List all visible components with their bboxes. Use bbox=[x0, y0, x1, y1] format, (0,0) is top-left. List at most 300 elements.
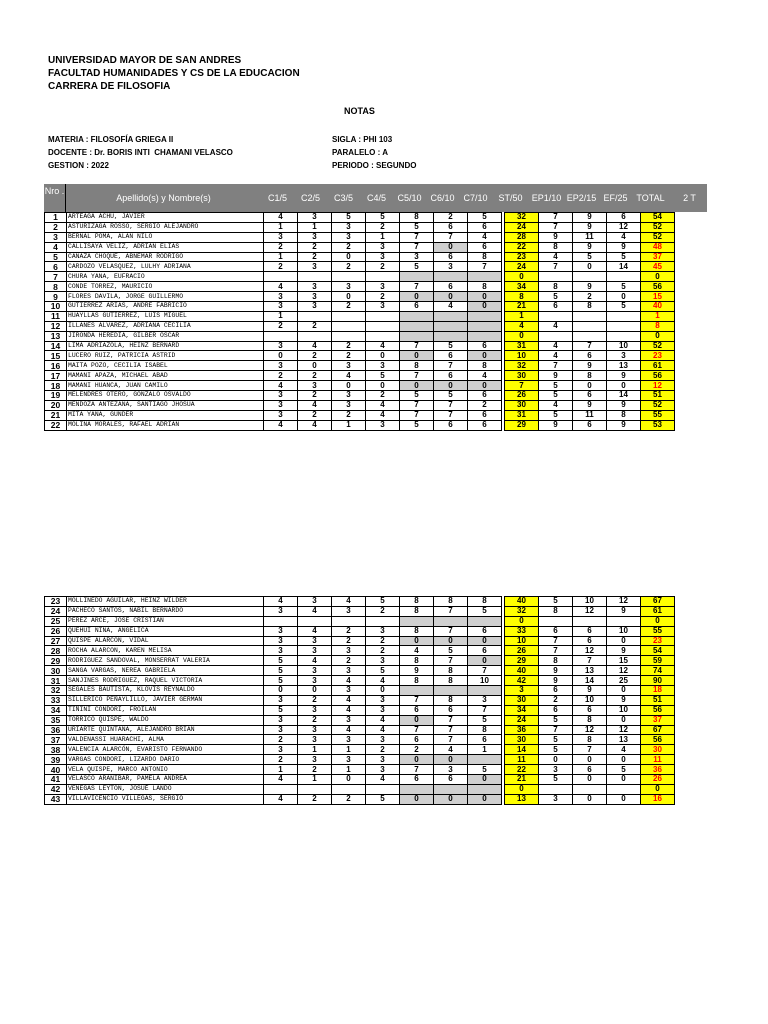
exam-cell: 6 bbox=[573, 626, 607, 636]
score-cell: 2 bbox=[298, 794, 332, 804]
score-cell: 1 bbox=[468, 745, 502, 755]
table-row bbox=[45, 695, 675, 705]
subtotal-cell: 28 bbox=[505, 232, 539, 242]
score-cell: 3 bbox=[264, 400, 298, 410]
score-cell: 2 bbox=[332, 794, 366, 804]
table-row bbox=[45, 676, 675, 686]
score-cell: 3 bbox=[264, 410, 298, 420]
score-cell: 0 bbox=[434, 794, 468, 804]
table-row bbox=[45, 371, 675, 381]
score-cell bbox=[366, 311, 400, 321]
subtotal-cell: 32 bbox=[505, 213, 539, 223]
score-cell: 3 bbox=[298, 725, 332, 735]
total-cell: 23 bbox=[641, 351, 675, 361]
score-cell: 0 bbox=[434, 242, 468, 252]
score-cell bbox=[468, 331, 502, 341]
exam-cell: 5 bbox=[539, 715, 573, 725]
score-cell: 7 bbox=[400, 695, 434, 705]
subtotal-cell: 32 bbox=[505, 606, 539, 616]
page-title: NOTAS bbox=[344, 106, 375, 116]
score-cell: 6 bbox=[400, 705, 434, 715]
row-number: 22 bbox=[45, 420, 67, 430]
score-cell: 4 bbox=[264, 282, 298, 292]
exam-cell bbox=[573, 321, 607, 331]
score-cell: 0 bbox=[468, 636, 502, 646]
score-cell bbox=[366, 272, 400, 282]
score-cell: 2 bbox=[366, 262, 400, 272]
score-cell: 1 bbox=[298, 745, 332, 755]
exam-cell: 6 bbox=[539, 705, 573, 715]
exam-cell bbox=[539, 311, 573, 321]
score-cell: 2 bbox=[298, 715, 332, 725]
score-cell: 7 bbox=[434, 361, 468, 371]
student-name: MOLLINEDO AGUILAR, HEINZ WILDER bbox=[67, 597, 264, 607]
exam-cell: 5 bbox=[607, 282, 641, 292]
total-cell: 55 bbox=[641, 410, 675, 420]
score-cell: 3 bbox=[366, 252, 400, 262]
score-cell: 3 bbox=[366, 755, 400, 765]
table-row bbox=[45, 666, 675, 676]
score-cell: 3 bbox=[366, 302, 400, 312]
exam-cell: 12 bbox=[607, 597, 641, 607]
score-cell: 6 bbox=[434, 252, 468, 262]
subtotal-cell: 10 bbox=[505, 636, 539, 646]
score-cell: 0 bbox=[366, 686, 400, 696]
score-cell: 6 bbox=[400, 775, 434, 785]
total-cell: 52 bbox=[641, 341, 675, 351]
table-row bbox=[45, 232, 675, 242]
exam-cell bbox=[573, 784, 607, 794]
total-cell: 37 bbox=[641, 715, 675, 725]
total-cell: 0 bbox=[641, 616, 675, 626]
total-cell: 36 bbox=[641, 765, 675, 775]
exam-cell: 0 bbox=[607, 381, 641, 391]
row-number: 40 bbox=[45, 765, 67, 775]
score-cell: 0 bbox=[264, 686, 298, 696]
subtotal-cell: 23 bbox=[505, 252, 539, 262]
score-cell: 3 bbox=[298, 381, 332, 391]
exam-cell: 6 bbox=[573, 765, 607, 775]
score-cell: 3 bbox=[298, 676, 332, 686]
score-cell: 5 bbox=[366, 597, 400, 607]
score-cell: 3 bbox=[298, 302, 332, 312]
exam-cell: 4 bbox=[607, 745, 641, 755]
score-cell: 6 bbox=[468, 646, 502, 656]
exam-cell: 12 bbox=[607, 725, 641, 735]
docente-label: DOCENTE : Dr. BORIS INTI CHAMANI VELASCO bbox=[48, 148, 233, 157]
score-cell: 7 bbox=[434, 410, 468, 420]
row-number: 12 bbox=[45, 321, 67, 331]
score-cell bbox=[298, 616, 332, 626]
score-cell: 4 bbox=[468, 371, 502, 381]
exam-cell: 7 bbox=[539, 361, 573, 371]
score-cell: 4 bbox=[332, 695, 366, 705]
score-cell: 2 bbox=[264, 242, 298, 252]
score-cell: 5 bbox=[400, 222, 434, 232]
column-header: C2/5 bbox=[300, 193, 320, 203]
student-name: TORRICO QUISPE, WALDO bbox=[67, 715, 264, 725]
score-cell: 3 bbox=[264, 391, 298, 401]
exam-cell: 9 bbox=[539, 420, 573, 430]
score-cell: 8 bbox=[468, 252, 502, 262]
score-cell: 4 bbox=[298, 400, 332, 410]
student-name: LIMA ADRIAZOLA, HEINZ BERNARD bbox=[67, 341, 264, 351]
table-row bbox=[45, 725, 675, 735]
score-cell bbox=[468, 311, 502, 321]
score-cell: 3 bbox=[400, 252, 434, 262]
periodo-label: PERIODO : SEGUNDO bbox=[332, 161, 417, 170]
score-cell: 2 bbox=[298, 371, 332, 381]
score-cell: 10 bbox=[468, 676, 502, 686]
total-cell: 8 bbox=[641, 321, 675, 331]
row-number: 32 bbox=[45, 686, 67, 696]
score-cell: 3 bbox=[332, 222, 366, 232]
student-name: MOLINA MORALES, RAFAEL ADRIAN bbox=[67, 420, 264, 430]
score-cell: 3 bbox=[298, 597, 332, 607]
score-cell: 5 bbox=[400, 262, 434, 272]
row-number: 9 bbox=[45, 292, 67, 302]
exam-cell: 7 bbox=[539, 213, 573, 223]
exam-cell: 10 bbox=[607, 705, 641, 715]
table-row bbox=[45, 272, 675, 282]
subtotal-cell: 40 bbox=[505, 666, 539, 676]
score-cell bbox=[366, 321, 400, 331]
exam-cell bbox=[607, 321, 641, 331]
score-cell: 4 bbox=[264, 381, 298, 391]
exam-cell: 4 bbox=[607, 232, 641, 242]
score-cell: 2 bbox=[468, 400, 502, 410]
exam-cell: 0 bbox=[539, 755, 573, 765]
score-cell bbox=[298, 272, 332, 282]
exam-cell: 9 bbox=[539, 666, 573, 676]
score-cell bbox=[400, 686, 434, 696]
score-cell: 3 bbox=[332, 646, 366, 656]
total-cell: 90 bbox=[641, 676, 675, 686]
row-number: 16 bbox=[45, 361, 67, 371]
score-cell bbox=[366, 616, 400, 626]
score-cell: 4 bbox=[264, 794, 298, 804]
score-cell: 2 bbox=[298, 242, 332, 252]
exam-cell: 8 bbox=[573, 371, 607, 381]
row-number: 29 bbox=[45, 656, 67, 666]
score-cell bbox=[264, 272, 298, 282]
score-cell: 3 bbox=[264, 636, 298, 646]
score-cell bbox=[332, 331, 366, 341]
exam-cell: 6 bbox=[573, 420, 607, 430]
student-name: MENDOZA ANTEZANA, SANTIAGO JHOSUA bbox=[67, 400, 264, 410]
exam-cell bbox=[539, 272, 573, 282]
score-cell: 3 bbox=[366, 656, 400, 666]
score-cell: 7 bbox=[400, 232, 434, 242]
sigla-label: SIGLA : PHI 103 bbox=[332, 135, 393, 144]
score-cell: 5 bbox=[468, 213, 502, 223]
score-cell: 3 bbox=[332, 755, 366, 765]
score-cell: 8 bbox=[468, 282, 502, 292]
score-cell: 4 bbox=[434, 302, 468, 312]
score-cell: 3 bbox=[298, 213, 332, 223]
table-row bbox=[45, 321, 675, 331]
score-cell: 8 bbox=[434, 597, 468, 607]
exam-cell: 5 bbox=[539, 735, 573, 745]
score-cell: 0 bbox=[468, 794, 502, 804]
subtotal-cell: 13 bbox=[505, 794, 539, 804]
row-number: 15 bbox=[45, 351, 67, 361]
student-name: SILLERICO PEÑAYLILLO, JAVIER GERMAN bbox=[67, 695, 264, 705]
score-cell: 7 bbox=[400, 371, 434, 381]
table-row bbox=[45, 735, 675, 745]
score-cell: 2 bbox=[298, 695, 332, 705]
row-number: 5 bbox=[45, 252, 67, 262]
score-cell: 7 bbox=[434, 626, 468, 636]
score-cell bbox=[468, 272, 502, 282]
score-cell: 8 bbox=[400, 676, 434, 686]
score-cell: 8 bbox=[434, 676, 468, 686]
subtotal-cell: 26 bbox=[505, 646, 539, 656]
score-cell: 1 bbox=[264, 222, 298, 232]
score-cell: 6 bbox=[468, 420, 502, 430]
table-row bbox=[45, 597, 675, 607]
score-cell: 3 bbox=[366, 765, 400, 775]
score-cell bbox=[332, 311, 366, 321]
score-cell bbox=[434, 311, 468, 321]
score-cell bbox=[400, 331, 434, 341]
score-cell: 0 bbox=[400, 381, 434, 391]
score-cell: 0 bbox=[366, 351, 400, 361]
subtotal-cell: 8 bbox=[505, 292, 539, 302]
score-cell: 3 bbox=[366, 626, 400, 636]
score-cell: 0 bbox=[468, 656, 502, 666]
student-name: CALLISAYA VELIZ, ADRIAN ELIAS bbox=[67, 242, 264, 252]
score-cell: 1 bbox=[298, 222, 332, 232]
exam-cell bbox=[607, 272, 641, 282]
table-row bbox=[45, 410, 675, 420]
score-cell bbox=[434, 272, 468, 282]
score-cell: 2 bbox=[298, 391, 332, 401]
score-cell: 6 bbox=[400, 735, 434, 745]
row-number: 27 bbox=[45, 636, 67, 646]
exam-cell: 0 bbox=[607, 686, 641, 696]
score-cell: 5 bbox=[366, 213, 400, 223]
exam-cell: 0 bbox=[573, 794, 607, 804]
exam-cell: 13 bbox=[573, 666, 607, 676]
career-name: CARRERA DE FILOSOFIA bbox=[48, 81, 171, 92]
exam-cell: 5 bbox=[607, 302, 641, 312]
exam-cell bbox=[573, 311, 607, 321]
exam-cell: 0 bbox=[607, 794, 641, 804]
total-cell: 52 bbox=[641, 232, 675, 242]
score-cell: 4 bbox=[366, 715, 400, 725]
row-number: 23 bbox=[45, 597, 67, 607]
table-row bbox=[45, 616, 675, 626]
table-row bbox=[45, 420, 675, 430]
exam-cell: 9 bbox=[607, 371, 641, 381]
exam-cell: 9 bbox=[573, 400, 607, 410]
table-row bbox=[45, 292, 675, 302]
score-cell: 3 bbox=[332, 686, 366, 696]
total-cell: 12 bbox=[641, 381, 675, 391]
exam-cell: 9 bbox=[607, 646, 641, 656]
score-cell bbox=[366, 784, 400, 794]
exam-cell bbox=[539, 616, 573, 626]
exam-cell: 0 bbox=[573, 775, 607, 785]
subtotal-cell: 30 bbox=[505, 735, 539, 745]
table-row bbox=[45, 282, 675, 292]
total-cell: 51 bbox=[641, 391, 675, 401]
score-cell: 8 bbox=[434, 695, 468, 705]
score-cell: 0 bbox=[400, 292, 434, 302]
student-name: GUTIERREZ ARIAS, ANDRE FABRICIO bbox=[67, 302, 264, 312]
exam-cell: 14 bbox=[573, 676, 607, 686]
student-name: URIARTE QUINTANA, ALEJANDRO BRIAN bbox=[67, 725, 264, 735]
exam-cell: 14 bbox=[607, 391, 641, 401]
score-cell: 2 bbox=[332, 656, 366, 666]
exam-cell: 7 bbox=[539, 646, 573, 656]
student-name: VELA QUISPE, MARCO ANTONIO bbox=[67, 765, 264, 775]
score-cell: 3 bbox=[298, 755, 332, 765]
score-cell: 3 bbox=[264, 292, 298, 302]
score-cell: 3 bbox=[332, 606, 366, 616]
score-cell: 3 bbox=[332, 282, 366, 292]
score-cell: 2 bbox=[434, 213, 468, 223]
exam-cell: 2 bbox=[573, 292, 607, 302]
row-number: 28 bbox=[45, 646, 67, 656]
row-number: 39 bbox=[45, 755, 67, 765]
score-cell: 0 bbox=[468, 292, 502, 302]
table-row bbox=[45, 361, 675, 371]
row-number: 31 bbox=[45, 676, 67, 686]
score-cell: 5 bbox=[332, 213, 366, 223]
total-cell: 61 bbox=[641, 606, 675, 616]
column-header: C1/5 bbox=[267, 193, 287, 203]
table-row bbox=[45, 705, 675, 715]
student-name: CARDOZO VELASQUEZ, LULHY ADRIANA bbox=[67, 262, 264, 272]
exam-cell: 9 bbox=[573, 282, 607, 292]
exam-cell: 6 bbox=[573, 705, 607, 715]
score-cell: 3 bbox=[332, 232, 366, 242]
score-cell: 6 bbox=[468, 410, 502, 420]
student-name: ILLANES ALVAREZ, ADRIANA CECILIA bbox=[67, 321, 264, 331]
row-number: 14 bbox=[45, 341, 67, 351]
column-header: EP2/15 bbox=[566, 193, 597, 203]
score-cell: 3 bbox=[366, 695, 400, 705]
total-cell: 16 bbox=[641, 794, 675, 804]
student-name: MAITA POZO, CECILIA ISABEL bbox=[67, 361, 264, 371]
table-row bbox=[45, 391, 675, 401]
student-name: VILLAVICENCIO VILLEGAS, SERGIO bbox=[67, 794, 264, 804]
exam-cell bbox=[607, 331, 641, 341]
row-number: 35 bbox=[45, 715, 67, 725]
score-cell: 1 bbox=[264, 311, 298, 321]
score-cell bbox=[434, 331, 468, 341]
exam-cell: 7 bbox=[573, 745, 607, 755]
score-cell: 2 bbox=[332, 626, 366, 636]
score-cell: 6 bbox=[434, 705, 468, 715]
table-row bbox=[45, 606, 675, 616]
row-number: 24 bbox=[45, 606, 67, 616]
score-cell: 5 bbox=[468, 765, 502, 775]
column-header: C3/5 bbox=[333, 193, 353, 203]
subtotal-cell: 26 bbox=[505, 391, 539, 401]
score-cell: 5 bbox=[264, 676, 298, 686]
score-cell: 3 bbox=[332, 666, 366, 676]
total-cell: 30 bbox=[641, 745, 675, 755]
student-name: QUISPE ALARCON, VIDAL bbox=[67, 636, 264, 646]
total-cell: 1 bbox=[641, 311, 675, 321]
student-name: VELASCO ARANIBAR, PAMELA ANDREA bbox=[67, 775, 264, 785]
score-cell: 4 bbox=[366, 775, 400, 785]
exam-cell: 25 bbox=[607, 676, 641, 686]
student-name: PACHECO SANTOS, NABIL BERNARDO bbox=[67, 606, 264, 616]
subtotal-cell: 31 bbox=[505, 341, 539, 351]
exam-cell: 5 bbox=[607, 252, 641, 262]
student-name: VARGAS CONDORI, LIZARDO DARIO bbox=[67, 755, 264, 765]
table-row bbox=[45, 311, 675, 321]
score-cell: 8 bbox=[468, 597, 502, 607]
score-cell bbox=[434, 784, 468, 794]
student-name: VALENCIA ALARCÓN, EVARISTO FERNANDO bbox=[67, 745, 264, 755]
subtotal-cell: 4 bbox=[505, 321, 539, 331]
score-cell: 1 bbox=[366, 232, 400, 242]
table-row bbox=[45, 262, 675, 272]
score-cell: 1 bbox=[332, 745, 366, 755]
column-header: Nro . bbox=[44, 184, 66, 212]
total-cell: 26 bbox=[641, 775, 675, 785]
materia-label: MATERIA : FILOSOFÍA GRIEGA II bbox=[48, 135, 174, 144]
total-cell: 18 bbox=[641, 686, 675, 696]
score-cell: 7 bbox=[400, 765, 434, 775]
subtotal-cell: 31 bbox=[505, 410, 539, 420]
exam-cell: 8 bbox=[573, 735, 607, 745]
score-cell: 3 bbox=[264, 606, 298, 616]
row-number: 18 bbox=[45, 381, 67, 391]
subtotal-cell: 1 bbox=[505, 311, 539, 321]
table-row bbox=[45, 213, 675, 223]
column-header: C6/10 bbox=[430, 193, 455, 203]
score-cell: 2 bbox=[400, 745, 434, 755]
score-cell bbox=[400, 311, 434, 321]
exam-cell: 8 bbox=[573, 302, 607, 312]
score-cell: 3 bbox=[468, 695, 502, 705]
exam-cell: 9 bbox=[539, 676, 573, 686]
row-number: 43 bbox=[45, 794, 67, 804]
student-name: CONDE TORREZ, MAURICIO bbox=[67, 282, 264, 292]
score-cell bbox=[332, 272, 366, 282]
exam-cell: 5 bbox=[539, 410, 573, 420]
score-cell: 3 bbox=[298, 262, 332, 272]
score-cell: 7 bbox=[434, 656, 468, 666]
column-header: C4/5 bbox=[366, 193, 386, 203]
subtotal-cell: 33 bbox=[505, 626, 539, 636]
score-cell: 0 bbox=[468, 775, 502, 785]
score-cell: 5 bbox=[468, 715, 502, 725]
exam-cell: 8 bbox=[573, 715, 607, 725]
score-cell: 6 bbox=[434, 222, 468, 232]
score-cell: 5 bbox=[366, 666, 400, 676]
subtotal-cell: 21 bbox=[505, 302, 539, 312]
score-cell: 4 bbox=[298, 656, 332, 666]
exam-cell: 10 bbox=[573, 597, 607, 607]
subtotal-cell: 0 bbox=[505, 616, 539, 626]
exam-cell bbox=[539, 784, 573, 794]
score-cell: 0 bbox=[264, 351, 298, 361]
subtotal-cell: 30 bbox=[505, 371, 539, 381]
score-cell bbox=[400, 616, 434, 626]
score-cell: 0 bbox=[434, 755, 468, 765]
score-cell: 7 bbox=[434, 232, 468, 242]
table-row bbox=[45, 636, 675, 646]
score-cell: 7 bbox=[468, 666, 502, 676]
total-cell: 0 bbox=[641, 272, 675, 282]
